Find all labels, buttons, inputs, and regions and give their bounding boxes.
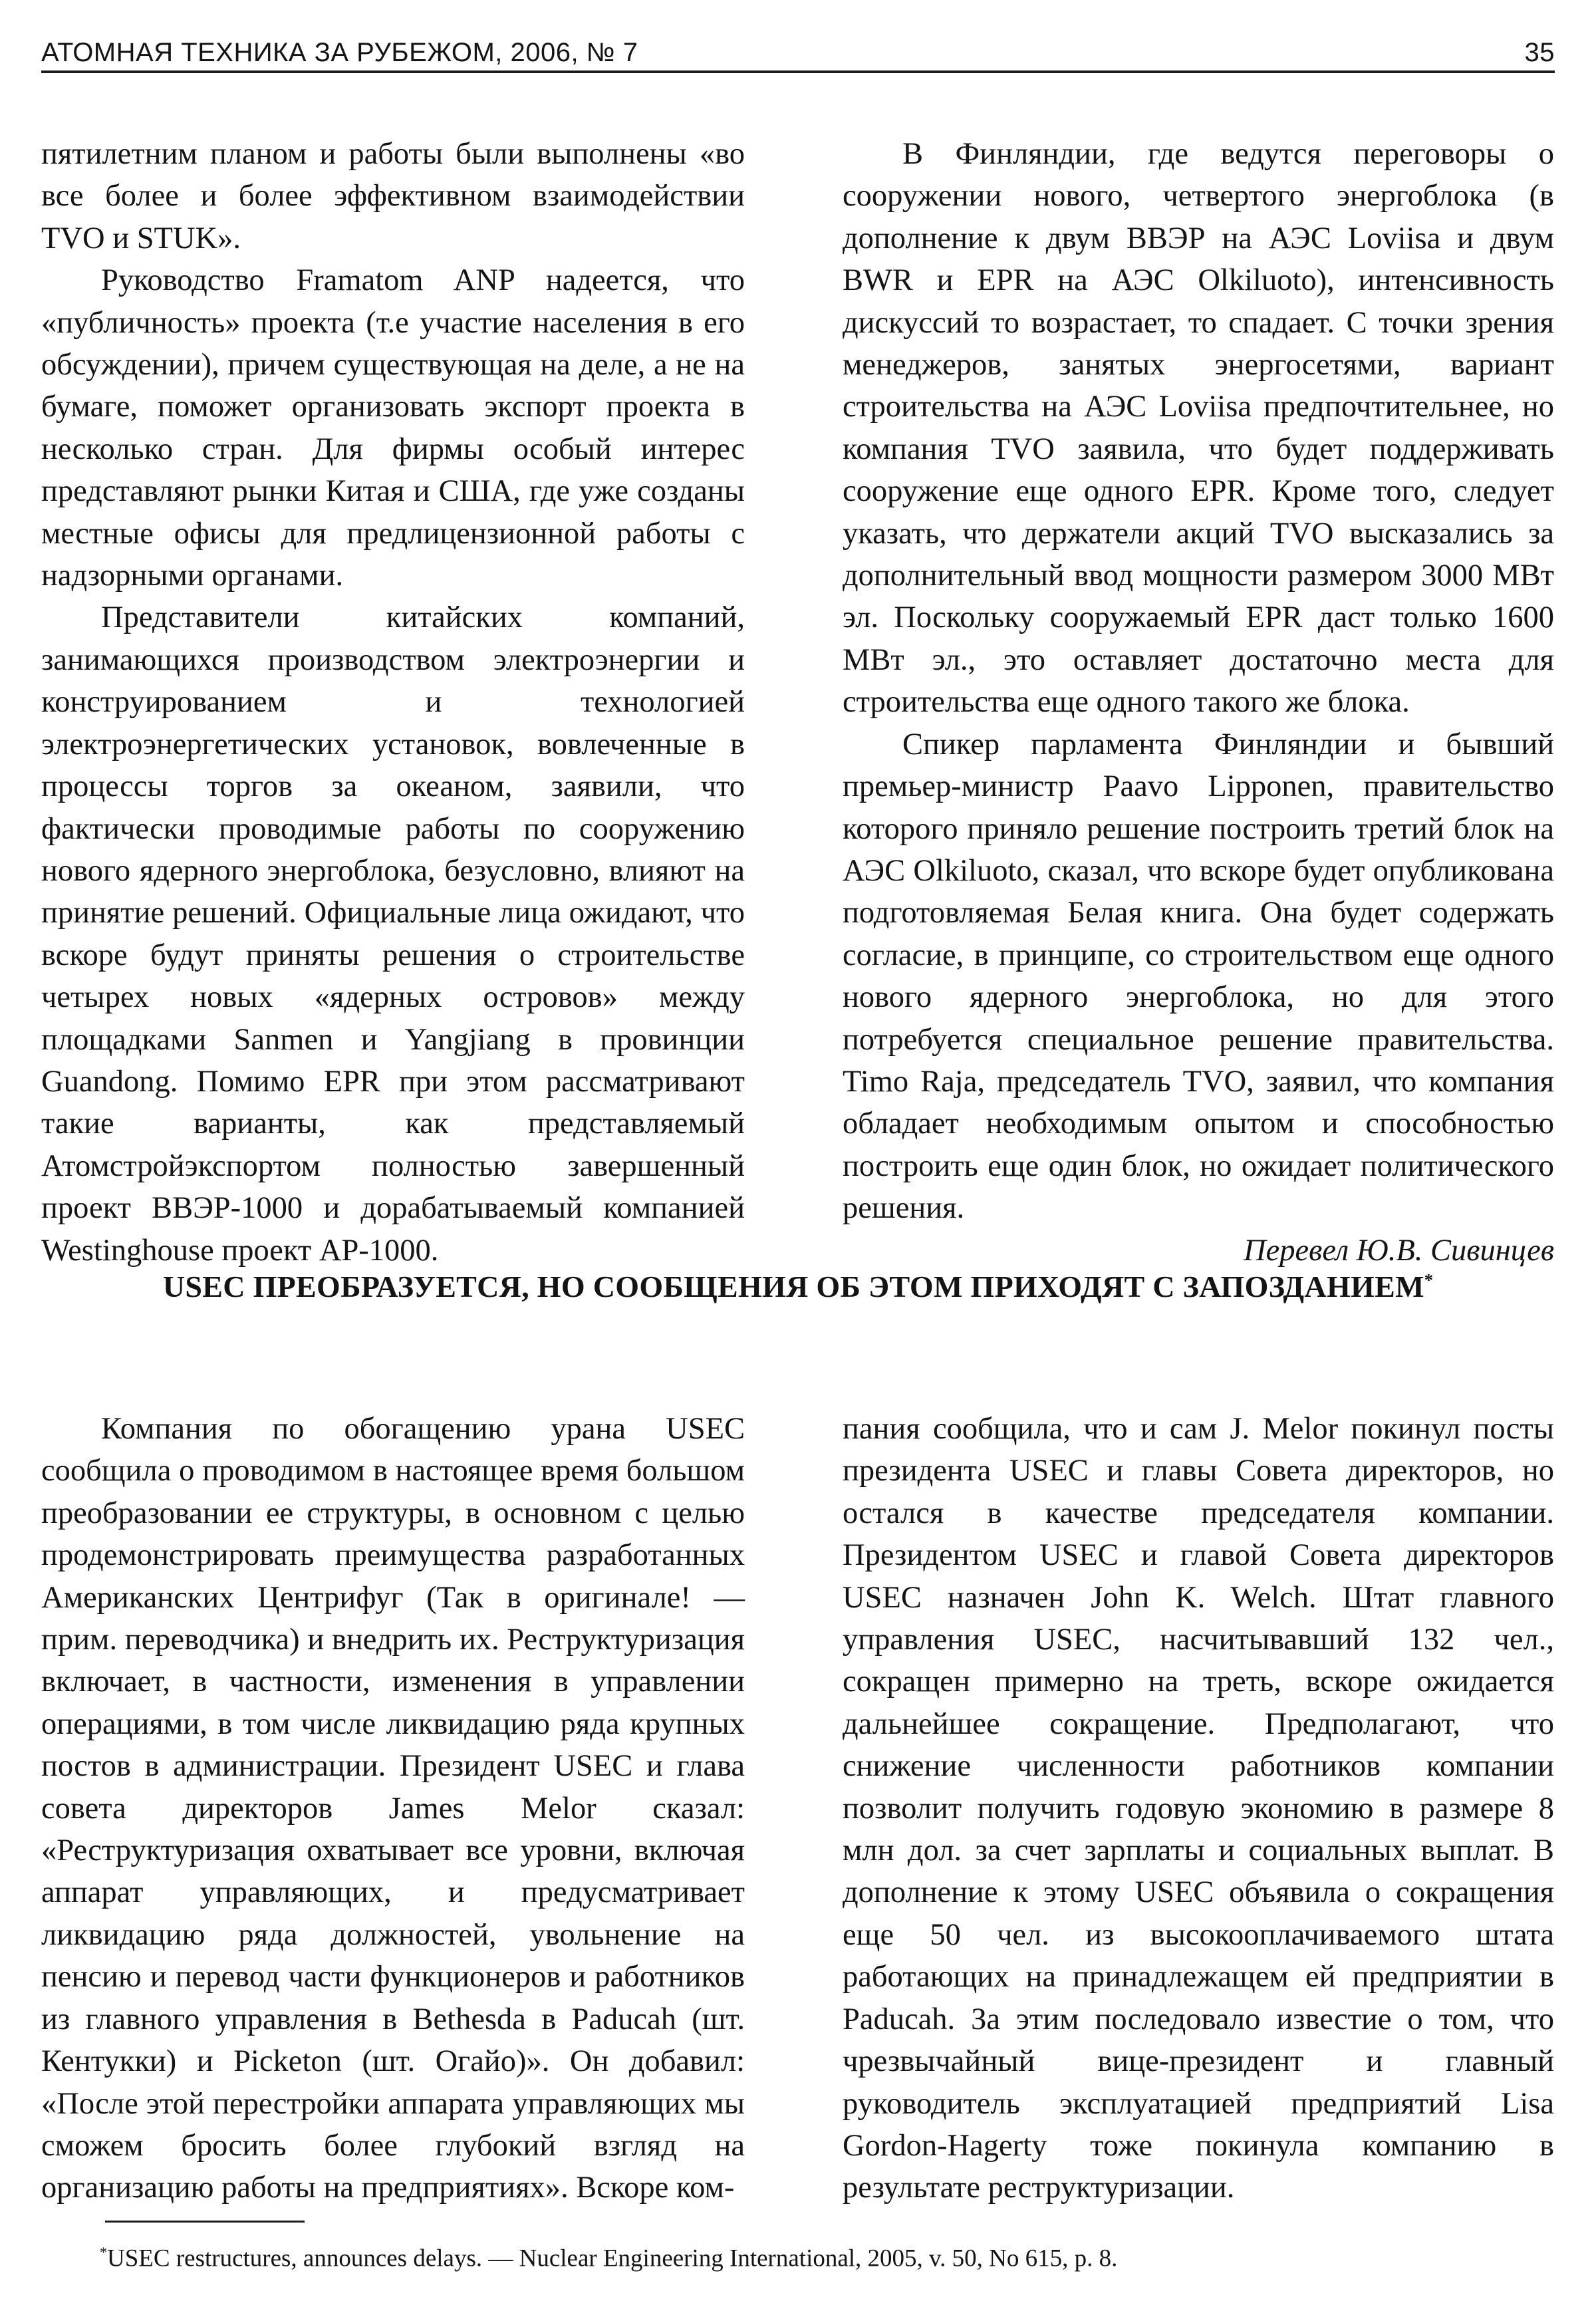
paragraph: Спикер парламента Финляндии и бывший премьер-министр Paavo Lipponen, правительство которого приняло решение построить третий блок на АЭС Olkiluoto, сказал, что вскоре будет опубликована подготовляемая Белая книга. Она будет содержать согласие, в принципе, со строительством еще одного нового ядерного энергоблока, но для этого потребуется специальное решение правительства. Timo Raja, председатель TVO, заявил, что компания обладает необходимым опытом и способностью построить еще один блок, но ожидает политического решения.: [843, 727, 1554, 1226]
footnote-mark: *: [1424, 1270, 1434, 1290]
paragraph: Компания по обогащению урана USEC сообщила о проводимом в настоящее время большом преобразовании ее структуры, в основном с целью продемонстрировать преимущества разработанных Американских Центрифуг (Так в оригинале! — прим. переводчика) и внедрить их. Реструктуризация включает, в частности, изменения в управлении операциями, в том числе ликвидацию ряда крупных постов в администрации. Президент USEC и глава совета директоров James Melor сказал: «Реструктуризация охватывает все уровни, включая аппарат управляющих, и предусматривает ликвидацию ряда должностей, увольнение на пенсию и перевод части функционеров и работников из главного управления в Bethesda в Paducah (шт. Кентукки) и Picketon (шт. Огайо)». Он добавил: «После этой перестройки аппарата управляющих мы сможем бросить более глубокий взгляд на организацию работы на предприятиях». Вскоре ком-: [41, 1412, 745, 2205]
article-left-column: [41, 1408, 745, 2209]
article-right-column: [843, 1408, 1554, 2209]
article-title: [41, 1269, 1555, 1304]
paragraph: В Финляндии, где ведутся переговоры о сооружении нового, четвертого энергоблока (в дополнение к двум ВВЭР на АЭС Loviisa и двум BWR и EPR на АЭС Olkiluoto), интенсивность дискуссий то возрастает, то спадает. С точки зрения менеджеров, занятых энергосетями, вариант строительства на АЭС Loviisa предпочтительнее, но компания TVO заявила, что будет поддерживать сооружение еще одного EPR. Кроме того, следует указать, что держатели акций TVO высказались за дополнительный ввод мощности размером 3000 МВт эл. Поскольку сооружаемый EPR даст только 1600 МВт эл., это оставляет достаточно места для строительства еще одного такого же блока.: [843, 137, 1554, 720]
footnote-rule: [105, 2221, 305, 2223]
page-number: 35: [1524, 38, 1555, 67]
translator-signature: Перевел Ю.В. Сивинцев: [1244, 1233, 1554, 1268]
journal-title: АТОМНАЯ ТЕХНИКА ЗА РУБЕЖОМ, 2006, № 7: [41, 38, 638, 67]
paragraph: пятилетним планом и работы были выполнены «во все более и более эффективном взаимодействии TVO и STUK».: [41, 137, 745, 255]
footnote-text: USEC restructures, announces delays. — Nuclear Engineering International, 2005, v. 50, No 615, p. 8.: [107, 2244, 1118, 2272]
paragraph: Руководство Framatom ANP надеется, что «публичность» проекта (т.е участие населения в его обсуждении), причем существующая на деле, а не на бумаге, поможет организовать экспорт проекта в несколько стран. Для фирмы особый интерес представляют рынки Китая и США, где уже созданы местные офисы для предлицензионной работы с надзорными органами.: [41, 263, 745, 593]
article-title-text: USEC ПРЕОБРАЗУЕТСЯ, НО СООБЩЕНИЯ ОБ ЭТОМ ПРИХОДЯТ С ЗАПОЗДАНИЕМ: [162, 1270, 1424, 1303]
prev-article-right-column: [843, 133, 1554, 1272]
prev-article-left-column: [41, 133, 745, 1272]
paragraph: Представители китайских компаний, занимающихся производством электроэнергии и конструированием и технологией электроэнергетических установок, вовлеченные в процессы торгов за океаном, заявили, что фактически проводимые работы по сооружению нового ядерного энергоблока, безусловно, влияют на принятие решений. Официальные лица ожидают, что вскоре будут приняты решения о строительстве четырех новых «ядерных островов» между площадками Sanmen и Yangjiang в провинции Guandong. Помимо EPR при этом рассматривают такие варианты, как представляемый Атомстройэкспортом полностью завершенный проект ВВЭР-1000 и дорабатываемый компанией Westinghouse проект АР-1000.: [41, 601, 745, 1268]
header-rule: [41, 70, 1555, 73]
paragraph: пания сообщила, что и сам J. Melor покинул посты президента USEC и главы Совета директоров, но остался в качестве председателя компании. Президентом USEC и главой Совета директоров USEC назначен John K. Welch. Штат главного управления USEC, насчитывавший 132 чел., сокращен примерно на треть, вскоре ожидается дальнейшее сокращение. Предполагают, что снижение численности работников компании позволит получить годовую экономию в размере 8 млн дол. за счет зарплаты и социальных выплат. В дополнение к этому USEC объявила о сокращения еще 50 чел. из высокооплачиваемого штата работающих на принадлежащем ей предприятии в Paducah. За этим последовало известие о том, что чрезвычайный вице-президент и главный руководитель эксплуатацией предприятий Lisa Gordon-Hagerty тоже покинула компанию в результате реструктуризации.: [843, 1412, 1554, 2205]
running-head: [41, 29, 1555, 68]
footnote-mark: *: [100, 2244, 107, 2260]
footnote: [100, 2238, 1555, 2273]
